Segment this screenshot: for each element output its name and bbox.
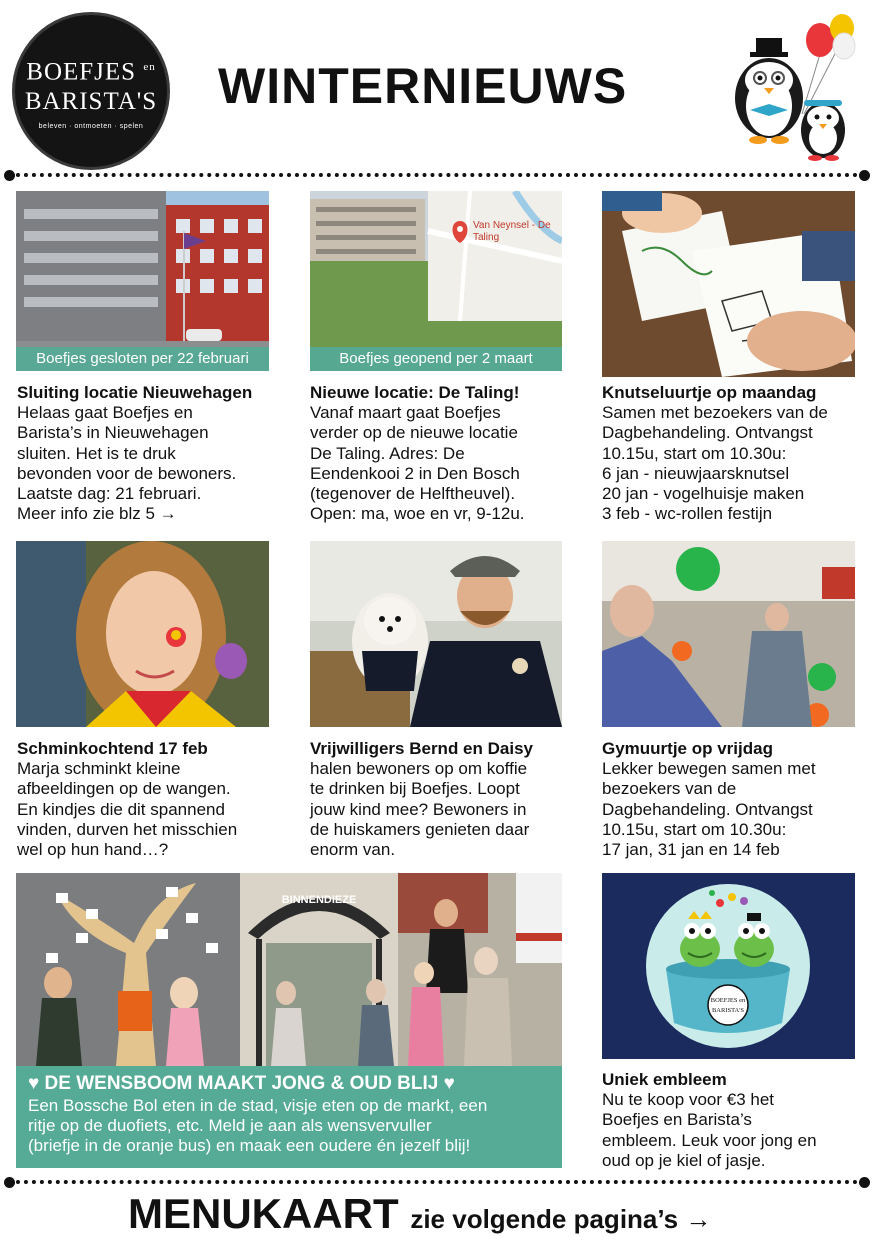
news-line: wel op hun hand…? <box>17 840 169 860</box>
photo-gymuurtje <box>602 541 855 727</box>
news-heading: Vrijwilligers Bernd en Daisy <box>310 739 533 758</box>
news-line: 10.15u, start om 10.30u: <box>602 819 787 839</box>
news-line: Samen met bezoekers van de <box>602 403 828 423</box>
news-heading: Sluiting locatie Nieuwehagen <box>17 383 253 402</box>
news-line: Lekker bewegen samen met <box>602 759 816 779</box>
news-line: 20 jan - vogelhuisje maken <box>602 484 805 504</box>
logo-text-line2: BARISTA'S <box>24 88 158 116</box>
news-line: verder op de nieuwe locatie <box>310 423 518 443</box>
opening-banner: Boefjes geopend per 2 maart <box>310 347 562 371</box>
news-line: 6 jan - nieuwjaarsknutsel <box>602 463 790 483</box>
news-line: Open: ma, woe en vr, 9-12u. <box>310 504 525 524</box>
map-pin-label: Taling <box>473 232 500 243</box>
news-line: Dagbehandeling. Ontvangst <box>602 423 813 443</box>
menukaart-title: MENUKAART <box>128 1190 399 1237</box>
photo-bernd-and-daisy <box>310 541 562 727</box>
photo-nieuwehagen-building <box>16 191 269 371</box>
news-line: Vanaf maart gaat Boefjes <box>310 403 501 423</box>
boefjes-logo <box>12 12 170 170</box>
news-line: afbeeldingen op de wangen. <box>17 779 231 799</box>
page-title: WINTERNIEUWS <box>218 58 628 114</box>
binnendieze-sign: BINNENDIEZE <box>281 894 357 906</box>
embleem-badge-image <box>602 873 855 1059</box>
wensboom-line: (briefje in de oranje bus) en maak een oudere én jezelf blij! <box>28 1136 471 1155</box>
news-heading: Nieuwe locatie: De Taling! <box>310 383 520 402</box>
news-line: de huiskamers genieten daar <box>310 819 530 839</box>
divider-end-dot <box>4 1177 15 1188</box>
news-item-sluiting <box>17 383 279 524</box>
news-line: Boefjes en Barista’s <box>602 1110 752 1130</box>
news-item-knutseluurtje <box>602 383 864 524</box>
news-line: embleem. Leuk voor jong en <box>602 1130 817 1150</box>
news-line: Dagbehandeling. Ontvangst <box>602 799 813 819</box>
logo-tagline: beleven · ontmoeten · spelen <box>38 123 144 131</box>
news-line: oud op je kiel of jasje. <box>602 1150 766 1170</box>
news-line: sluiten. Het is te druk <box>17 443 176 463</box>
news-heading: Gymuurtje op vrijdag <box>602 739 773 758</box>
news-line: Nu te koop voor €3 het <box>602 1090 775 1110</box>
wensboom-heading: ♥ DE WENSBOOM MAAKT JONG & OUD BLIJ ♥ <box>28 1073 455 1094</box>
news-line: 17 jan, 31 jan en 14 feb <box>602 840 780 860</box>
map-pin-label: Van Neynsel - De <box>473 220 551 231</box>
wensboom-line: Een Bossche Bol eten in de stad, visje eten op de markt, een <box>28 1096 488 1115</box>
badge-text-line1: BOEFJES en <box>710 997 746 1004</box>
photo-collage-wensboom <box>16 873 562 1066</box>
photo-map-de-taling <box>310 191 562 371</box>
menukaart-footer <box>128 1188 711 1245</box>
logo-text-en: en <box>143 60 156 73</box>
photo-schmink-girl <box>16 541 269 727</box>
news-line: (tegenover de Helftheuvel). <box>310 484 516 504</box>
news-line: En kindjes die dit spannend <box>17 799 225 819</box>
news-line: Laatste dag: 21 februari. <box>17 484 202 504</box>
news-line: jouw kind mee? Bewoners in <box>310 799 527 819</box>
news-line: Marja schminkt kleine <box>17 759 181 779</box>
news-item-schminkochtend <box>17 739 279 860</box>
logo-text-line1: BOEFJES <box>26 58 137 86</box>
wensboom-line: ritje op de duofiets, etc. Meld je aan als wensvervuller <box>28 1116 432 1135</box>
news-heading: Schminkochtend 17 feb <box>17 739 208 758</box>
news-line: Eendenkooi 2 in Den Bosch <box>310 463 520 483</box>
news-line: bevonden voor de bewoners. <box>17 463 237 483</box>
news-line: enorm van. <box>310 840 396 860</box>
news-line: vinden, durven het misschien <box>17 819 238 839</box>
news-line: te drinken bij Boefjes. Loopt <box>310 779 520 799</box>
news-heading: Uniek embleem <box>602 1070 727 1089</box>
news-line: Helaas gaat Boefjes en <box>17 403 193 423</box>
news-item-gymuurtje <box>602 739 864 860</box>
bottom-dotted-divider <box>8 1180 866 1184</box>
divider-end-dot <box>859 170 870 181</box>
photo-knutselen-drawing <box>602 191 855 377</box>
news-item-embleem <box>602 1070 864 1171</box>
wensboom-info-box <box>16 1066 562 1168</box>
news-heading: Knutseluurtje op maandag <box>602 383 817 402</box>
news-line: De Taling. Adres: De <box>310 443 465 463</box>
news-item-nieuwe-locatie <box>310 383 572 524</box>
news-line: Barista’s in Nieuwehagen <box>17 423 209 443</box>
closing-banner: Boefjes gesloten per 22 februari <box>16 347 269 371</box>
news-line: halen bewoners op om koffie <box>310 759 528 779</box>
divider-end-dot <box>4 170 15 181</box>
badge-text-line2: BARISTA'S <box>711 1007 745 1014</box>
top-dotted-divider <box>8 173 866 177</box>
news-line: 10.15u, start om 10.30u: <box>602 443 787 463</box>
news-item-vrijwilligers <box>310 739 572 860</box>
penguins-balloons-illustration <box>722 14 862 164</box>
divider-end-dot <box>859 1177 870 1188</box>
page-reference-link: Meer info zie blz 5 → <box>17 504 177 524</box>
menukaart-page-reference: zie volgende pagina’s → <box>410 1204 712 1234</box>
news-line: bezoekers van de <box>602 779 737 799</box>
news-line: 3 feb - wc-rollen festijn <box>602 504 773 524</box>
